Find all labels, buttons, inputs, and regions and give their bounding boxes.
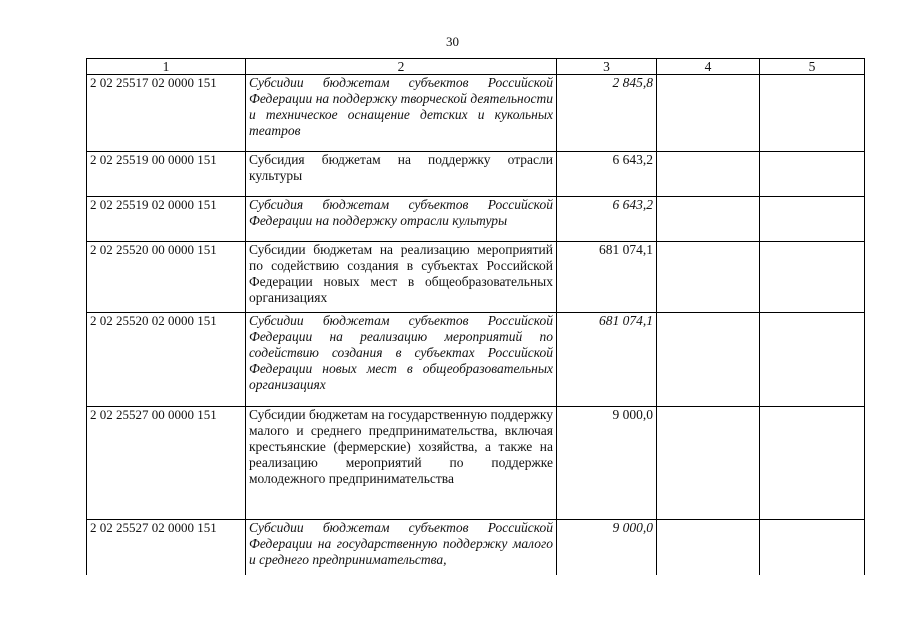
column-header-2: 2 [246, 59, 557, 75]
row-name: Субсидии бюджетам на государственную поддержку малого и среднего предпринимательства, включая крестьянские (фермерские) хозяйства, а также на реализацию мероприятий по поддержке молодежного предпринимательства [246, 407, 557, 520]
row-name: Субсидии бюджетам субъектов Российской Федерации на государственную поддержку малого и среднего предпринимательства, [246, 520, 557, 575]
row-code: 2 02 25519 00 0000 151 [87, 152, 246, 197]
row-code: 2 02 25527 00 0000 151 [87, 407, 246, 520]
row-col-5 [760, 520, 865, 575]
row-name: Субсидии бюджетам субъектов Российской Федерации на поддержку творческой деятельности и техническое оснащение детских и кукольных театров [246, 75, 557, 152]
table-row [87, 75, 865, 152]
row-code: 2 02 25519 02 0000 151 [87, 197, 246, 242]
column-header-3: 3 [557, 59, 657, 75]
row-name: Субсидии бюджетам субъектов Российской Федерации на реализацию мероприятий по содействию создания в субъектах Российской Федерации новых мест в общеобразовательных организациях [246, 313, 557, 407]
page-number: 30 [446, 34, 459, 49]
row-amount: 2 845,8 [557, 75, 657, 152]
row-amount: 681 074,1 [557, 313, 657, 407]
row-col-4 [657, 197, 760, 242]
row-col-5 [760, 242, 865, 313]
table-header-row [87, 59, 865, 75]
table-row [87, 242, 865, 313]
row-col-4 [657, 520, 760, 575]
column-header-5: 5 [760, 59, 865, 75]
budget-revenue-table [86, 58, 865, 575]
row-code: 2 02 25517 02 0000 151 [87, 75, 246, 152]
row-name: Субсидии бюджетам на реализацию мероприятий по содействию создания в субъектах Российской Федерации новых мест в общеобразовательных организациях [246, 242, 557, 313]
row-col-4 [657, 242, 760, 313]
row-amount: 681 074,1 [557, 242, 657, 313]
row-code: 2 02 25527 02 0000 151 [87, 520, 246, 575]
row-col-5 [760, 313, 865, 407]
row-code: 2 02 25520 02 0000 151 [87, 313, 246, 407]
row-col-5 [760, 407, 865, 520]
table-row [87, 520, 865, 575]
row-name: Субсидия бюджетам субъектов Российской Федерации на поддержку отрасли культуры [246, 197, 557, 242]
row-col-5 [760, 75, 865, 152]
row-code: 2 02 25520 00 0000 151 [87, 242, 246, 313]
table-row [87, 197, 865, 242]
row-name: Субсидия бюджетам на поддержку отрасли культуры [246, 152, 557, 197]
row-col-4 [657, 407, 760, 520]
row-col-4 [657, 152, 760, 197]
row-col-4 [657, 75, 760, 152]
table-row [87, 407, 865, 520]
row-amount: 9 000,0 [557, 407, 657, 520]
column-header-4: 4 [657, 59, 760, 75]
row-amount: 6 643,2 [557, 197, 657, 242]
row-col-5 [760, 197, 865, 242]
row-col-4 [657, 313, 760, 407]
row-amount: 9 000,0 [557, 520, 657, 575]
table-row [87, 313, 865, 407]
column-header-1: 1 [87, 59, 246, 75]
table-row [87, 152, 865, 197]
row-amount: 6 643,2 [557, 152, 657, 197]
row-col-5 [760, 152, 865, 197]
